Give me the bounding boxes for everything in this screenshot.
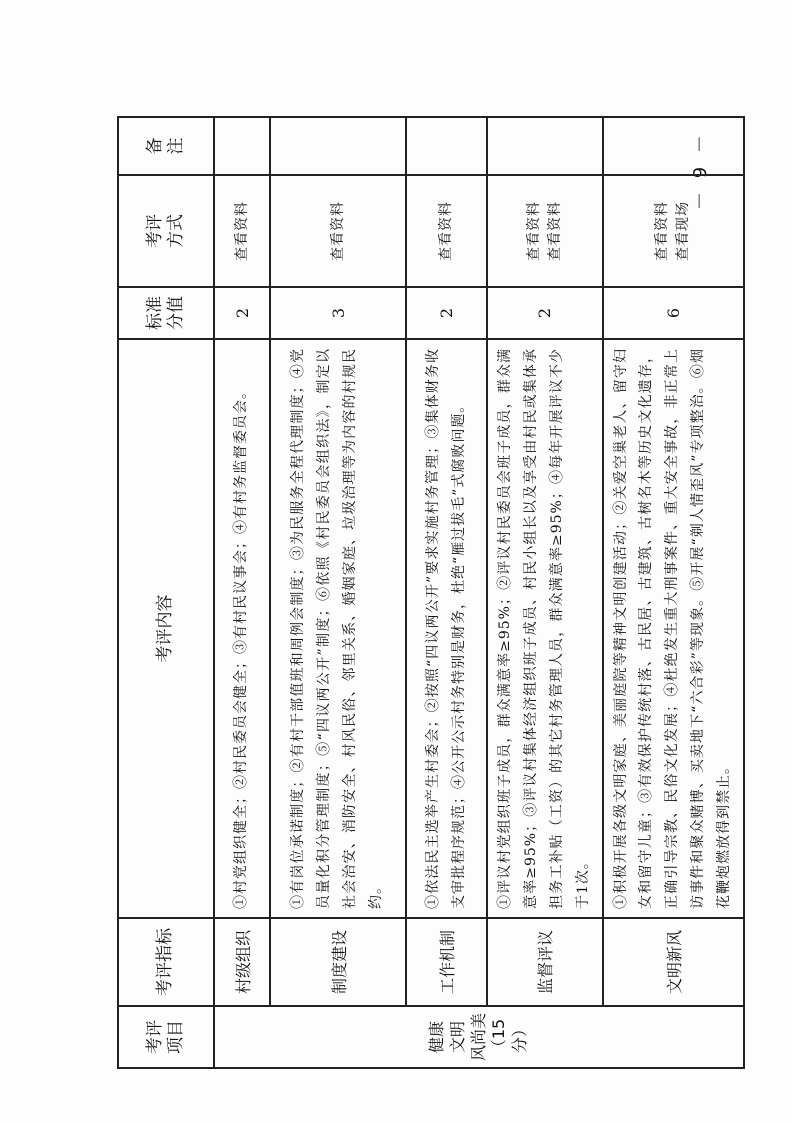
evaluation-table: [117, 116, 745, 1069]
method-cell: [270, 175, 406, 287]
category-line: 风尚美: [468, 1012, 488, 1061]
indicator-cell: 监督评议: [487, 918, 603, 1006]
header-score-line1: 标准: [144, 296, 165, 330]
content-cell: ①积极开展各级文明家庭、美丽庭院等精神文明创建活动；②关爱空巢老人、留守妇女和留守儿童；③有效保护传统村落、古民居、古建筑、古树名木等历史文化遗存，正确引导宗教、民俗文化发展；④杜绝发生重大刑事案件、重大安全事故，非正常上访事件和聚众赌博、买卖地下“六合彩”等现象。⑤开展“剃人情歪风”专项整治。⑥烟花鞭炮燃放得到禁止。: [603, 339, 744, 918]
method-cell: [406, 175, 487, 287]
header-category-line1: 考评: [144, 1020, 165, 1054]
content-cell: ①村党组织健全；②村民委员会健全；③有村民议事会；④有村务监督委员会。: [214, 339, 270, 918]
table-row: [270, 117, 406, 1068]
header-indicator: [118, 918, 214, 1006]
method-cell: [603, 175, 744, 287]
category-line: （15 分）: [489, 1018, 530, 1056]
indicator-cell: 村级组织: [214, 918, 270, 1006]
header-score-line2: 分值: [166, 296, 186, 330]
header-method-line2: 方式: [166, 214, 186, 248]
method-line: 查看资料: [654, 201, 671, 261]
header-content-line1: 考评内容: [155, 594, 176, 663]
rotated-table-container: [117, 118, 733, 1069]
content-cell: ①依法民主选举产生村委会；②按照“四议两公开”要求实施村务管理；③集体财务收支审批程序规范；④公开公示村务特别是财务，杜绝“雁过拔毛”式腐败问题。: [406, 339, 487, 918]
remarks-cell: [270, 117, 406, 175]
score-cell: 6: [603, 287, 744, 339]
method-line: 查看资料: [525, 201, 542, 261]
indicator-cell: 制度建设: [270, 918, 406, 1006]
category-cell: [214, 1006, 744, 1068]
score-cell: 2: [406, 287, 487, 339]
table-row: [487, 117, 603, 1068]
content-cell: ①评议村党组织班子成员，群众满意率≥95%；②评议村民委员会班子成员，群众满意率≥95%；③评议村集体经济组织班子成员、村民小组长以及享受由村民或集体承担务工补贴（工资）的其它村务管理人员，群众满意率≥95%；④每年开展评议不少于1次。: [487, 339, 603, 918]
header-method-line1: 考评: [144, 214, 165, 248]
method-line: 查看资料: [546, 201, 563, 261]
header-remarks-line2: 注: [166, 137, 186, 155]
method-cell: [487, 175, 603, 287]
table-row: [214, 117, 270, 1068]
method-line: 查看资料: [233, 201, 250, 261]
indicator-cell: 文明新风: [603, 918, 744, 1006]
table-row: [603, 117, 744, 1068]
score-cell: 3: [270, 287, 406, 339]
method-cell: [214, 175, 270, 287]
content-cell: ①有岗位承诺制度；②有村干部值班和周例会制度；③为民服务全程代理制度；④党员量化积分管理制度；⑤“四议两公开”制度；⑥依照《村民委员会组织法》，制定以社会治安、消防安全、村风民俗、邻里关系、婚姻家庭、垃圾治理等为内容的村规民约。: [270, 339, 406, 918]
header-indicator-line1: 考评指标: [155, 928, 176, 996]
header-score: [118, 287, 214, 339]
table-row: [406, 117, 487, 1068]
method-line: 查看现场: [675, 201, 692, 261]
header-category: [118, 1006, 214, 1068]
remarks-cell: [406, 117, 487, 175]
remarks-cell: [603, 117, 744, 175]
score-cell: 2: [214, 287, 270, 339]
remarks-cell: [487, 117, 603, 175]
category-line: 文明: [447, 1021, 467, 1054]
method-line: 查看资料: [329, 201, 346, 261]
method-line: 查看资料: [438, 201, 454, 261]
header-row: [118, 117, 214, 1068]
remarks-cell: [214, 117, 270, 175]
category-line: 健康: [427, 1021, 447, 1054]
page-number-text: － 9 －: [690, 131, 711, 210]
header-content: [118, 339, 214, 918]
header-category-line2: 项目: [166, 1020, 186, 1054]
indicator-cell: 工作机制: [406, 918, 487, 1006]
score-cell: 2: [487, 287, 603, 339]
header-remarks: [118, 117, 214, 175]
header-remarks-line1: 备: [144, 137, 165, 155]
header-method: [118, 175, 214, 287]
